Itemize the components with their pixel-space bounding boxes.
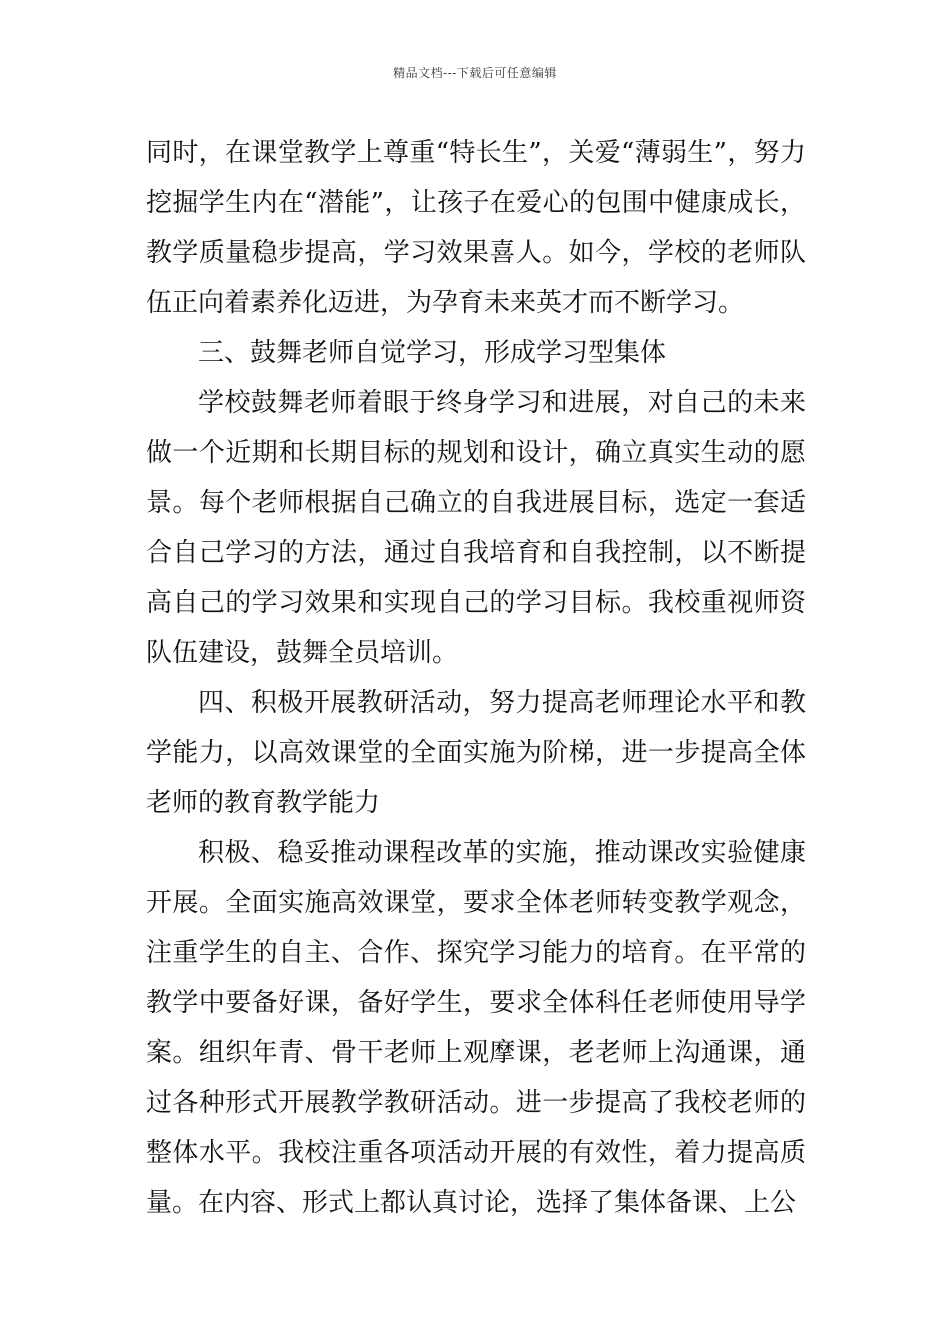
page-header: 精品文档---下载后可任意编辑 bbox=[393, 66, 557, 80]
section-heading-3: 三、鼓舞老师自觉学习，形成学习型集体 bbox=[198, 338, 667, 368]
section-heading-4: 四、积极开展教研活动，努力提高老师理论水平和教学能力，以高效课堂的全面实施为阶梯，进一步提高全体老师的教育教学能力 bbox=[146, 688, 806, 818]
document-body bbox=[146, 128, 806, 1228]
paragraph-continuation: 同时，在课堂教学上尊重“特长生”，关爱“薄弱生”，努力挖掘学生内在“潜能”，让孩子在爱心的包围中健康成长，教学质量稳步提高，学习效果喜人。如今，学校的老师队伍正向着素养化迈进，为孕育未来英才而不断学习。 bbox=[146, 138, 806, 318]
paragraph-section-4: 积极、稳妥推动课程改革的实施，推动课改实验健康开展。全面实施高效课堂，要求全体老师转变教学观念，注重学生的自主、合作、探究学习能力的培育。在平常的教学中要备好课，备好学生，要求全体科任老师使用导学案。组织年青、骨干老师上观摩课，老老师上沟通课，通过各种形式开展教学教研活动。进一步提高了我校老师的整体水平。我校注重各项活动开展的有效性，着力提高质量。在内容、形式上都认真讨论，选择了集体备课、上公 bbox=[146, 838, 806, 1218]
paragraph-section-3: 学校鼓舞老师着眼于终身学习和进展，对自己的未来做一个近期和长期目标的规划和设计，确立真实生动的愿景。每个老师根据自己确立的自我进展目标，选定一套适合自己学习的方法，通过自我培育和自我控制，以不断提高自己的学习效果和实现自己的学习目标。我校重视师资队伍建设，鼓舞全员培训。 bbox=[146, 388, 806, 668]
